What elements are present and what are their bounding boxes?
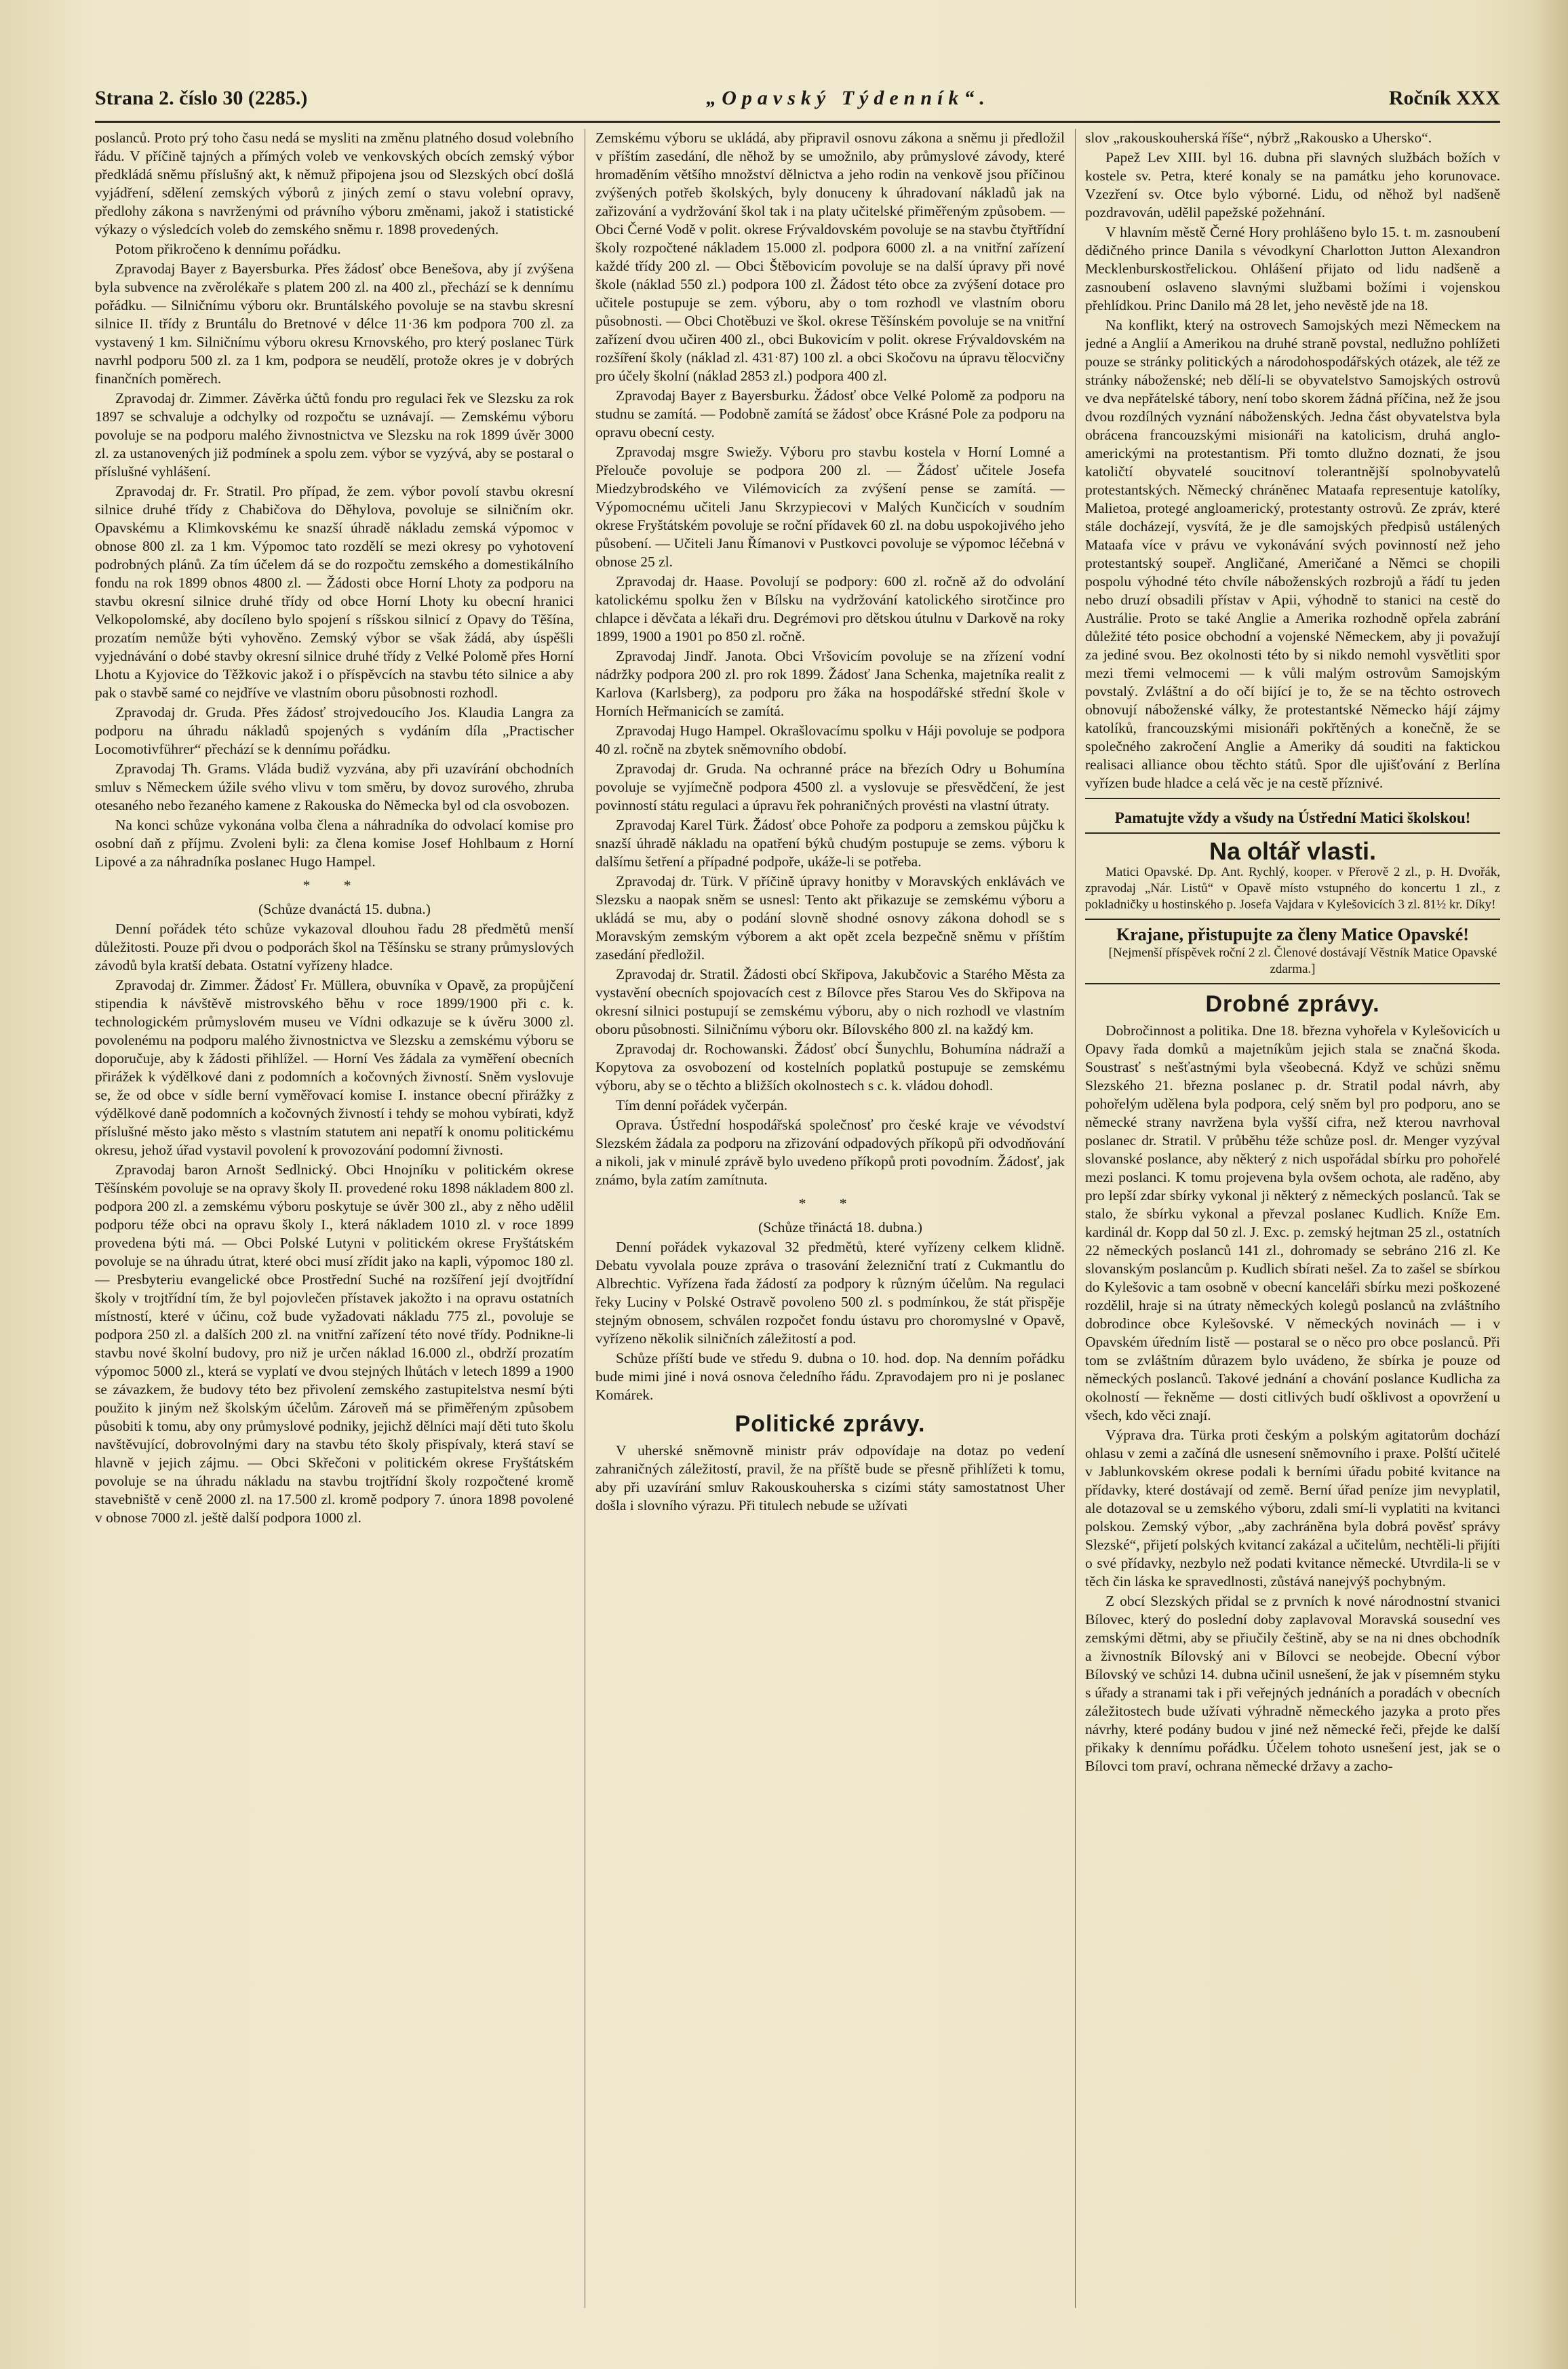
paragraph: Oprava. Ústřední hospodářská společnosť pro české kraje ve vévodství Slezském žádala za podporu na zřizování odpadových příkopů při odvodňování a nikoli, jak v minulé zprávě bylo uvedeno příkopů proti povodním. Žádosť, jak známo, byla zatím zamítnuta. bbox=[595, 1117, 1065, 1188]
paragraph: slov „rakouskouherská říše“, nýbrž „Rakousko a Uhersko“. bbox=[1085, 130, 1432, 146]
paragraph: Denní pořádek této schůze vykazoval dlouhou řadu 28 předmětů menší důležitosti. Pouze při dvou o podporách škol na Těšínsku se strany průmyslových závodů byla kratší debata. Ostatní vyřízeny hladce. bbox=[95, 921, 574, 974]
paragraph: Zpravodaj dr. Rochowanski. Žádosť obcí Šunychlu, Bohumína nádraží a Kopytova za osvobození od kostelních poplatků postupuje se zemskému výboru, aby se o těchto a bližších okolnostech s c. k. vládou dohodl. bbox=[595, 1041, 1065, 1094]
paragraph: Na konflikt, který na ostrovech Samojských mezi Německem na jedné a Anglií a Amerikou na druhé straně povstal, nedlužno pohlížeti pouze se stránky politických a národohospodářských otázek, ale též ze stránky náboženské; neb dělí-li se obyvatelstvo Samojských ostrovů ve dva nepřátelské tábory, není tobo skorem žádná příčina, než že jsou dvou rozdílných vyznání náboženských. Jedna část obyvatelstva byla obrácena francouzskými misionáři na katolicism, druhá anglo-americkými na protestantism. Při tomto dlužno doznati, že jsou katoličtí obyvatelé soucitnoví tolerantnější spolnobyvatelů protestantských. Německý chráněnec Mataafa representuje katolíky, Malietoa, protegé angloamerický, protestanty ostrovů. Ze zpráv, které stále docházejí, vysvítá, že je dle samojských předpisů ustálených Mataafa více v právu ve vykonávání svých povinností než jeho protestantský soupeř. Angličané, Američané a Němci se chopili pospolu výhodné této chvíle náboženských rozbrojů a řádí tu jeden nebo druzí obsadili přístav v Apii, výhodně to stanici na cestě do Austrálie. Proto se také Anglie a Amerika rozhodně opřela zabrání důležité této posice obchodní a vojenské Německem, aby ji považují za jediné svou. Bez okolnosti této by si nikdo nemohl vysvětliti spor mezi třemi velmocemi — k vůli malým ostrovům Samojským povstalý. Zvláštní a do očí bijící je to, že se na těchto ostrovech obnovují náboženské války, že protestantské Německo hájí zájmy katolíků, francouzskými misionáři pokřtěných a konečně, že se společného zakročení Anglie a Ameriky dá souditi na faktickou realisaci alliance obou těchto států. Spor dle ujišťování z Berlína vyřízen bude hladce a celá věc je na cestě příznivé. bbox=[1085, 317, 1500, 791]
paragraph: Zpravodaj dr. Zimmer. Žádosť Fr. Müllera, obuvníka v Opavě, za propůjčení stipendia k návštěvě mistrovského běhu v roce 1899/1900 při c. k. technologickém průmyslovém museu ve Vídni odkazuje se k úvěru 3000 zl. povolenému na podporu malého živnostnictva ve Slezsku a zemskému výboru se doporučuje, aby k žádosti přihlížel. — Horní Ves žádala za vyměření obecních přirážek k výdělkové dani z podomních a kočovných živností. Sněm vyslovuje se, že od obce v sídle berní vyměřovací komise I. instance obecní přirážky z výdělkové daně podomních a kočovných živností i tehdy se mohou vybírati, když příslušné město jako město s vlastním statutem ani nepatří k onomu politickému okresu, jehož úřad vystavil povolení k provozování podomní živnosti. bbox=[95, 977, 574, 1158]
donations-list: Matici Opavské. Dp. Ant. Rychlý, kooper. v Přerově 2 zl., p. H. Dvořák, zpravodaj „Nár. Listů“ v Opavě místo vstupného do koncertu 1 zl., z pokladničky u hostinského p. Josefa Vajdara v Kylešovicích 3 zl. 81½ kr. Díky! bbox=[1085, 865, 1500, 912]
session-title: (Schůze třináctá 18. dubna.) bbox=[758, 1219, 922, 1235]
paragraph: Zpravodaj dr. Zimmer. Závěrka účtů fondu pro regulaci řek ve Slezsku za rok 1897 se schvaluje a odchylky od rozpočtu se uznávají. — Zemskému výboru povoluje se na podporu malého živnostnictva ve Slezsku na rok 1899 úvěr 3000 zl. za ustanovených již podmínek a spolu zem. výbor se vyzývá, aby se postaral o příslušné vyhlášení. bbox=[95, 390, 574, 480]
page-header bbox=[95, 81, 1500, 115]
header-page-number: Strana 2. číslo 30 (2285.) bbox=[95, 87, 308, 109]
section-heading-politicke: Politické zprávy. bbox=[734, 1411, 926, 1437]
section-stars: * * bbox=[302, 877, 366, 893]
paragraph: Schůze příští bude ve středu 9. dubna o 10. hod. dop. Na denním pořádku bude mimi jiné i nová osnova čeledního řádu. Zpravodajem pro ni je poslanec Komárek. bbox=[595, 1350, 1065, 1403]
paragraph: Z obcí Slezských přidal se z prvních k nové národnostní stvanici Bílovec, který do poslední doby zaplavoval Moravská sousední ves zemskými dětmi, aby se přiučily češtině, aby se na ni dnes obchodník a živnostník Bílovský ani v Bílovci se neobejde. Obecní výbor Bílovský ve schůzi 14. dubna učinil usnešení, že jak v písemném styku s úřady a stranami tak i při veřejných jednáních a poradách v obecních záležitostech bude užívati výhradně německého jazyka a proto přes návrhy, které podány budou v jiné než německé řeči, přejde ke další přikaky k dennímu pořádku. Účelem tohoto usnešení jest, jak se o Bílovci tom praví, ochrana německé državy a zacho- bbox=[1085, 1593, 1500, 1774]
krajane-note: [Nejmenší příspěvek roční 2 zl. Členové dostávají Věstník Matice Opavské zdarma.] bbox=[1108, 946, 1497, 976]
header-volume: Ročník XXX bbox=[1388, 87, 1500, 109]
paragraph: Zpravodaj Bayer z Bayersburku. Žádosť obce Velké Polomě za podporu na studnu se zamítá. — Podobně zamítá se žádosť obce Krásné Pole za podporu na opravu obecní cesty. bbox=[595, 387, 1065, 440]
column-2 bbox=[595, 129, 1065, 2308]
header-title: „Opavský Týdenník“. bbox=[706, 87, 990, 109]
paragraph: Zpravodaj Th. Grams. Vláda budiž vyzvána, aby při uzavírání obchodních smluv s Německem úžile svého vlivu v tom směru, by dovoz surového, zhruba otesaného nebo řezaného kamene z Rakouska do Německa byl od cla osvobozen. bbox=[95, 760, 574, 813]
divider bbox=[1085, 832, 1500, 834]
paragraph: Dobročinnost a politika. Dne 18. března vyhořela v Kylešovicích u Opavy řada domků a majetníkům jejich stala se značná škoda. Soustrasť s nešťastnými byla všeobecná. Když ve schůzi sněmu Slezského 21. března poslanec p. dr. Stratil podal návrh, aby pohořelým udělena byla podpora, celý sněm byl pro podporu, ano se německé strany navržena byla vyšší cifra, než kterou navrhoval poslanec dr. Stratil. V průběhu téže schůze posl. dr. Menger vyzýval slovanské poslance, aby některý z nich uspořádal sbírku pro pohořelé mezi poslanci. K tomu projevena byla ovšem ochota, ale raděno, aby pro lepší zdar sbírky vykonal ji některý z německých poslanců. Tak se stalo, že sbírku vykonal a převzal poslanec Kudlich. Kníže Em. kardinál dr. Kopp dal 50 zl. J. Exc. p. zemský hejtman 25 zl., ostatních 22 německých poslanců 141 zl., dohromady se sebráno 216 zl. Ke slovanským poslancům p. Kudlich sbírati nešel. Za to zašel se sbírkou do Kylešovic a tam osobně v obecní kanceláři sbírku mezi poškozené rozdělil, hraje si na útraty německých kolegů poslanců na zvláštního dobrodince obce Kylešovské. V německých novinách — i v Opavském úředním listě — postaral se o něco pro obce poslanců. Při tom se zvláštním důrazem bylo uvádeno, že sbírka je pouze od německých poslanců. Takové jednání a chování poslance Kudlicha za okolností — řekněme — dosti citlivých budí ošklivost a opovržení u všech, kdo věci znají. bbox=[1085, 1022, 1500, 1423]
matice-appeal: Pamatujte vždy a všudy na Ústřední Matici školskou! bbox=[1114, 809, 1471, 826]
section-heading-altar: Na oltář vlasti. bbox=[1209, 837, 1377, 865]
paragraph: Zpravodaj Jindř. Janota. Obci Vršovicím povoluje se na zřízení vodní nádržky podpora 200 zl. pro rok 1899. Žádosť Jana Schenka, majetníka realit z Karlova (Karlsberg), za podporu pro žáka na hospodářské střední škole v Horních Heřmanicích se zamítá. bbox=[595, 648, 1065, 719]
paragraph: Zpravodaj dr. Gruda. Na ochranné práce na březích Odry u Bohumína povoluje se vyjímečně podpora 4500 zl. a vyslovuje se přesvědčení, že jest povinností státu regulaci a úpravu řek pohraničných provésti na vlastní útraty. bbox=[595, 760, 1065, 813]
section-stars: * * bbox=[798, 1195, 862, 1212]
paragraph: poslanců. Proto prý toho času nedá se mysliti na změnu platného dosud volebního řádu. V příčině tajných a přímých voleb ve venkovských obcích zemský výbor předkládá sněmu příslušný akt, k němuž připojena jsou od Slezských obcí došlá vyjádření, sdělení zemských výborů z jiných zemí o stavu volební opravy, předlohy zákona s navrženými od právního výboru změnami, jakož i statistické výkazy o výsledcích voleb do zemského sněmu r. 1898 provedených. bbox=[95, 130, 574, 237]
divider bbox=[1085, 983, 1500, 984]
page-edge-shading bbox=[1533, 0, 1568, 2369]
paragraph: Zpravodaj Hugo Hampel. Okrašlovacímu spolku v Háji povoluje se podpora 40 zl. ročně na zbytek sněmovního období. bbox=[595, 723, 1065, 757]
header-rule bbox=[95, 121, 1500, 123]
session-title: (Schůze dvanáctá 15. dubna.) bbox=[258, 901, 431, 917]
paragraph: Zemskému výboru se ukládá, aby připravil osnovu zákona a sněmu ji předložil v příštím zasedání, dle něhož by se umožnilo, aby průmyslové závody, které hromaděním většího množství dělnictva a jeho rodin na venkově jsou příčinou zvýšených potřeb školských, byly donuceny k úhradovaní nákladů jak na zařizování a vydržování škol tak i na platy učitelské přiměřeným způsobem. — Obci Černé Vodě v polit. okrese Frývaldovském povoluje se na stavbu čtyřtřídní školy rozpočtené nákladem 15.000 zl. podpora 6000 zl. a na vnitřní zařízení každé třídy 200 zl. — Obci Štěbovicím povoluje se na další úpravy při nové škole (náklad 550 zl.) podpora 100 zl. Žádost této obce za zvýšení dotace pro učitele postupuje se zem. výboru, aby o tom rozhodl ve vlastním oboru působnosti. — Obci Chotěbuzi ve škol. okrese Těšínském povoluje se na vnitřní zařízení dvou učiren 400 zl., obci Bukovicím v polit. okrese Frývaldovském na rozšíření školy (náklad zl. 431·87) 100 zl. a obci Skočovu na úpravu tělocvičny pro účely školní (náklad 2853 zl.) podpora 400 zl. bbox=[595, 130, 1065, 384]
paragraph: Na konci schůze vykonána volba člena a náhradníka do odvolací komise pro osobní daň z příjmu. Zvoleni byli: za člena komise Josef Hohlbaum z Horní Lipové a za náhradníka poslanec Hugo Hampel. bbox=[95, 817, 574, 870]
paragraph: Zpravodaj Bayer z Bayersburka. Přes žádosť obce Benešova, aby jí zvýšena byla subvence na zvěrolékaře s platem 200 zl. na 400 zl., přechází se k dennímu pořádku. — Silničnímu výboru okr. Bruntálského povoluje se na stavbu skresní silnice II. třídy z Bruntálu do Bretnové v délce 11·36 km podpora 700 zl. za vystavený 1 km. Silničnímu výboru okresu Krnovského, pro který poslanec Türk navrhl podporu 500 zl. za 1 km, podpora se neudělí, protože okres je v dobrých finančních poměrech. bbox=[95, 261, 574, 387]
paragraph: Denní pořádek vykazoval 32 předmětů, které vyřízeny celkem klidně. Debatu vyvolala pouze zpráva o trasování železniční tratí z Cukmantlu do Albrechtic. Vyřízena řada žádostí za podpory k různým účelům. Na regulaci řeky Luciny v Polské Ostravě povoleno 500 zl. s podmínkou, že stát přispěje stejným obnosem, schválen rozpočet fondu ústavu pro choromyslné v Opavě, vyřízeno několik silničních záležitostí a pod. bbox=[595, 1239, 1065, 1347]
column-1 bbox=[95, 129, 574, 2308]
paragraph: V uherské sněmovně ministr práv odpovídaje na dotaz po vedení zahraničných záležitostí, pravil, že na příště bude se přesně přihlížeti k tomu, aby při uzavírání smluv Rakouskouherska s cizími státy samostatnost Uher došla i slovního výrazu. Při titulech nebude se užívati bbox=[595, 1442, 1065, 1514]
krajane-appeal: Krajane, přistupujte za členy Matice Opavské! bbox=[1116, 925, 1469, 944]
paragraph: Papež Lev XIII. byl 16. dubna při slavných službách božích v kostele sv. Petra, které konaly se na památku jeho korunovace. Vzezření sv. Otce bylo výborné. Lidu, od něhož byl nadšeně pozdravován, udělil papežské požehnání. bbox=[1085, 149, 1500, 220]
paragraph: Zpravodaj dr. Haase. Povolují se podpory: 600 zl. ročně až do odvolání katolickému spolku žen v Bílsku na vydržování katolického sirotčince pro chlapce i děvčata a lékaři dru. Degrémovi pro dětskou útulnu v Darkově na roky 1899, 1900 a 1901 po 850 zl. ročně. bbox=[595, 573, 1065, 644]
paragraph: Potom přikročeno k dennímu pořádku. bbox=[115, 241, 341, 257]
section-heading-drobne: Drobné zprávy. bbox=[1205, 991, 1380, 1017]
divider bbox=[1085, 919, 1500, 920]
column-3 bbox=[1085, 129, 1500, 2308]
column-separator bbox=[1075, 129, 1076, 2308]
paragraph: V hlavním městě Černé Hory prohlášeno bylo 15. t. m. zasnoubení dědičného prince Danila s vévodkyní Charlotton Jutton Alexandron Mecklenburskostřelickou. Ohlášení přijato od lidu nadšeně a zasnoubení oslaveno slavnými službami božími i vojenskou přehlídkou. Princ Danilo má 28 let, jeho nevěstě jde na 18. bbox=[1085, 224, 1500, 313]
paragraph: Zpravodaj dr. Fr. Stratil. Pro případ, že zem. výbor povolí stavbu okresní silnice druhé třídy z Chabičova do Děhylova, povoluje se silničním okr. Opavskému a Klimkovskému ke snazší úhradě nákladu zemská výpomoc v obnose 800 zl. za 1 km. Výpomoc tato rozdělí se mezi okresy po vyhotovení podrobných plánů. Za tím účelem dá se do rozpočtu zemského a domestikálního fondu na rok 1899 obnos 4800 zl. — Žádosti obce Horní Lhoty za podporu na stavbu okresní silnice druhé třídy od obce Horní Lhoty ku obecní hranici Velkopolomské, aby docíleno bylo spojení s ríšskou silnicí z Opavy do Těšína, prozatím nemůže býti vyhověno. Zemský výbor se však žádá, aby úspěšli vyjednávání o dobé stavby okresní silnice druhé třídy z Velké Polomě přes Horní Lhotu a Kyjovice do Těžkovic jakož i o příspěvcích na stavbu této silnice a aby pak o stavbě samé co nejdříve ve vlastním oboru působnosti rozhodl. bbox=[95, 483, 574, 701]
paragraph: Tím denní pořádek vyčerpán. bbox=[616, 1097, 788, 1113]
paragraph: Zpravodaj Karel Türk. Žádosť obce Pohoře za podporu a zemskou půjčku k snazší úhradě nákladu na opatření býků chudým postupuje se zems. výboru k dalšímu šetření a případné podpoře, ukáže-li se potřeba. bbox=[595, 817, 1065, 870]
paragraph: Zpravodaj baron Arnošt Sedlnický. Obci Hnojníku v politickém okrese Těšínském povoluje se na opravy školy II. provedené roku 1898 nákladem 800 zl. podpora 200 zl. a zemskému výboru poskytuje se úvěr 300 zl., aby z něho udělil podporu téže obci na opravu školy I., která nákladem 1010 zl. v roce 1899 provedena býti má. — Obci Polské Lutyni v politickém okrese Fryštátském povoluje se na úhradu útrat, které obci musí zřídit jako na kapli, výpomoc 180 zl. — Presbyteriu evangelické obce Prostřední Suché na rozšíření její dvojtřídní školy v trojtřídní tím, že byl pojovlečen přístavek jakožto i na opravu ostatních místností, které v účinu, což bude vyžadovati nákladu 775 zl., povoluje se podpora 250 zl. a dalších 200 zl. na vnitřní zařízení této nové třídy. Podnikne-li stavbu nové školní budovy, pro niž je určen náklad 16.000 zl., obdrží prozatím výpomoc 5000 zl., která se vyplatí ve dvou stejných lhůtách v letech 1899 a 1900 se závazkem, že budovy této bez přivolení zemského zastupitelstva nesmí býti použito k jiným než školským účelům. Zároveň má se přiměřeným způsobem působiti k tomu, aby ony průmyslové podniky, jejichž dělníci mají děti tuto školu navštěvující, dobrovolnými dary na stavbu této školy přispívaly, která staví se hlavně v jejich zájmu. — Obci Skřečoni v politickém okrese Fryštátském povoluje se na úhradu nákladu na stavbu trojtřídní školy rozpočtené kromě stavebniště v ceně 2000 zl. na 17.500 zl. kromě podpory 7. února 1898 povolené v obnose 7000 zl. ještě další podpora 1000 zl. bbox=[95, 1161, 574, 1526]
paragraph: Zpravodaj dr. Stratil. Žádosti obcí Skřipova, Jakubčovic a Starého Města za vystavění obecních spojovacích cest z Bílovce přes Starou Ves do Skřipova na okresní silnici postupují se zemskému výboru, aby o nich rozhodl ve vlastním oboru působnosti. Silničnímu výboru okr. Bílovského 800 zl. na každý km. bbox=[595, 966, 1065, 1037]
paragraph: Zpravodaj dr. Türk. V příčině úpravy honitby v Moravských enklávách ve Slezsku a naopak sněm se usnesl: Tento akt přikazuje se zemskému výboru a ukládá se mu, aby o podání slovně shodné osnovy zákona dohodl se s Moravským zemským výborem a akt opět zcela bezpečně sněmu v příštím zasedání předložil. bbox=[595, 873, 1065, 963]
paragraph: Zpravodaj dr. Gruda. Přes žádosť strojvedoucího Jos. Klaudia Langra za podporu na úhradu nákladů spojených s vydáním díla „Practischer Locomotivführer“ přechází se k dennímu pořádku. bbox=[95, 704, 574, 757]
divider bbox=[1085, 798, 1500, 799]
paragraph: Zpravodaj msgre Swiežy. Výboru pro stavbu kostela v Horní Lomné a Přelouče povoluje se podpora 200 zl. — Žádosť učitele Josefa Miedzybrodského ve Vilémovicích za zvýšení pense se zamítá. — Výpomocnému učiteli Janu Skrzypiecovi v Malých Kunčicích v soudním okrese Fryštátském povoluje se roční přídavek 60 zl. na dobu uspokojivého jeho působení. — Učiteli Janu Římanovi v Pustkovci povoluje se výpomoc léčebná v obnose 25 zl. bbox=[595, 444, 1065, 570]
paragraph: Výprava dra. Türka proti českým a polským agitatorům dochází ohlasu v zemi a začíná dle usnesení sněmovního i praxe. Polští učitelé v Jablunkovském okrese podali k berními úřadu pobité kvitance na přídavky, které dostávají od země. Berní úřad peníze jim nevyplatil, ale dotazoval se u zemského výboru, zdali smí-li vyplatiti na kvitanci polskou. Zemský výbor, „aby zachráněna byla dobrá pověsť správy Slezské“, přijetí polských kvitancí zakázal a učitelům, nechtěli-li přijíti o své přídavky, nezbylo než podati kvitance německé. Utvrdila-li se v těch čin láska ke spravedlnosti, zůstává nanejvýš pochybným. bbox=[1085, 1427, 1500, 1590]
